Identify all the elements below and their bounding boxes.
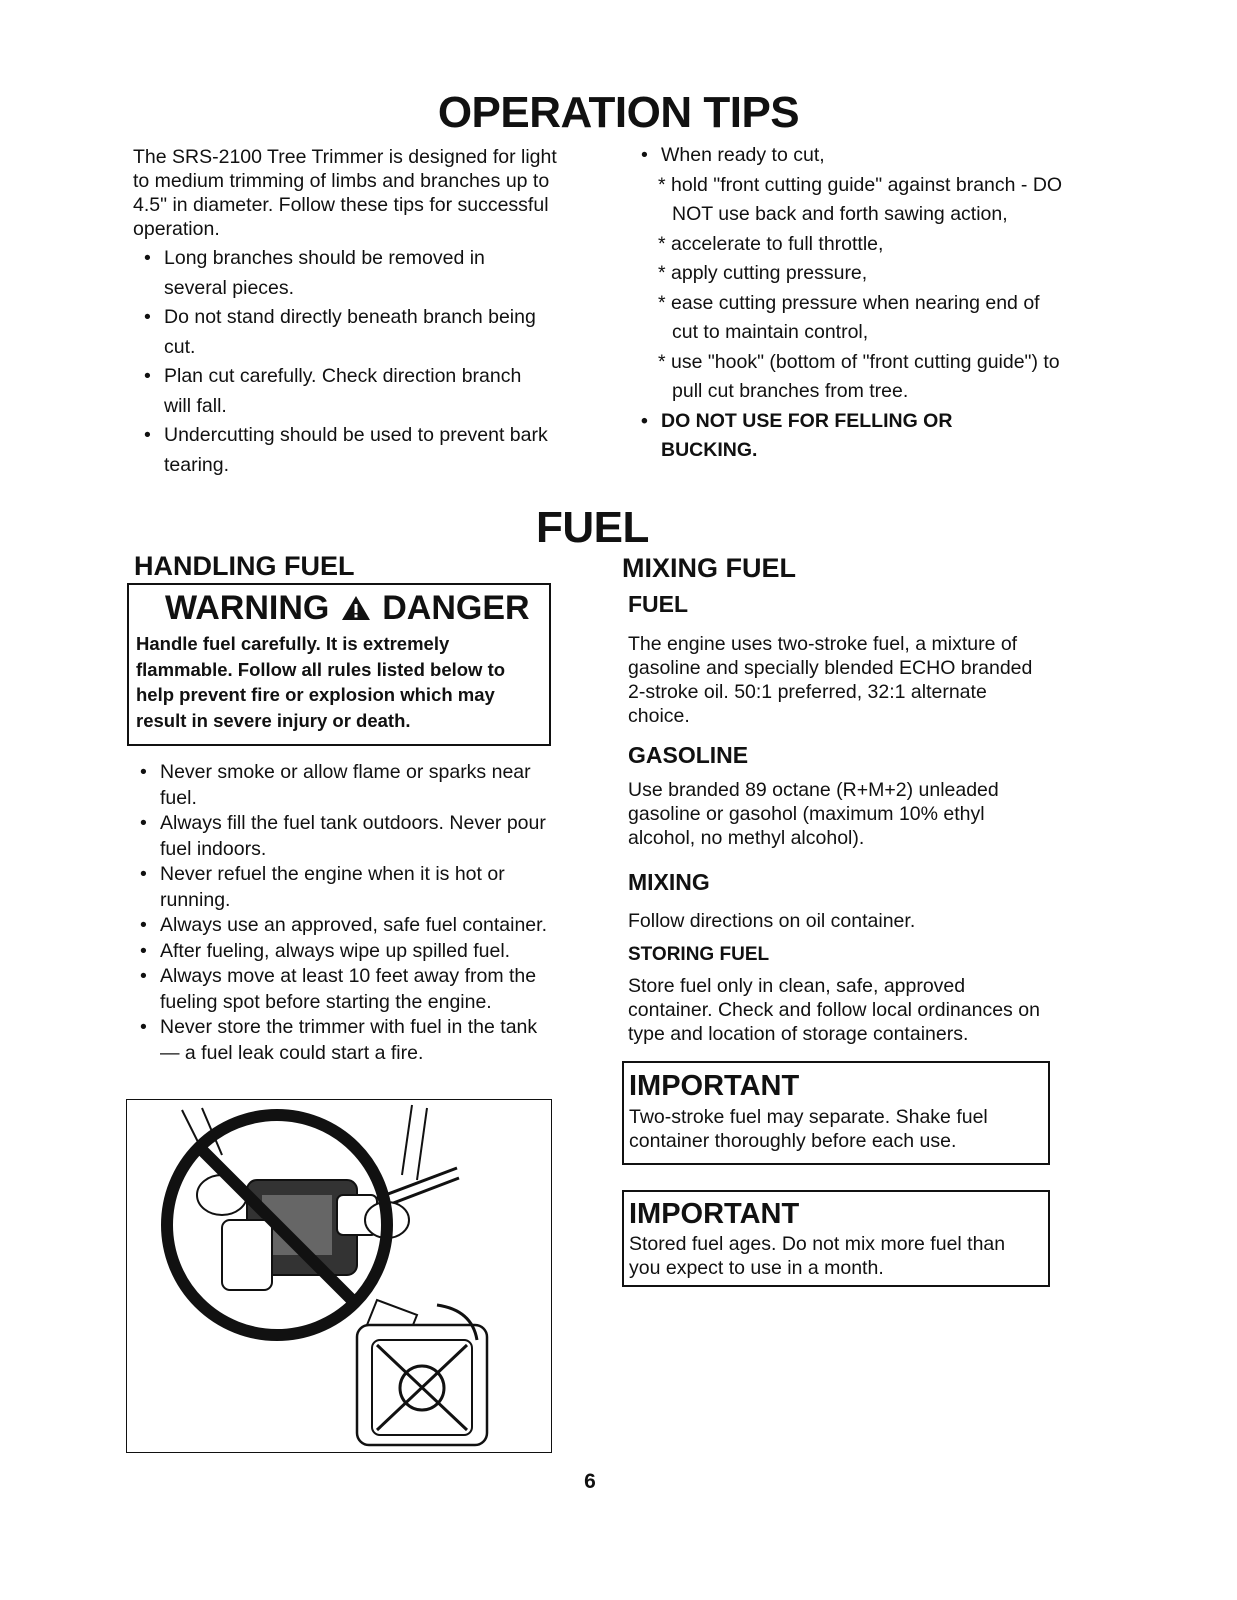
list-item: * accelerate to full throttle, [658,232,884,255]
list-item: • Always fill the fuel tank outdoors. Never pour fuel indoors. [127,811,552,862]
list-item: * use "hook" (bottom of "front cutting guide") to pull cut branches from tree. [658,350,1060,402]
fuel-text: The engine uses two-stroke fuel, a mixture of gasoline and specially blended ECHO branded 2-stroke oil. 50:1 preferred, 32:1 alternate choice. [628,633,1033,727]
list-item: • Do not stand directly beneath branch being cut. [131,303,551,362]
operation-tips-title: OPERATION TIPS [437,88,800,137]
ready-steps-list [628,171,1068,407]
list-item: * apply cutting pressure, [658,262,868,284]
list-item: • Long branches should be removed in several pieces. [131,244,551,303]
gasoline-text: Use branded 89 octane (R+M+2) unleaded gasoline or gasohol (maximum 10% ethyl alcohol, no methyl alcohol). [628,779,999,849]
mixing-text: Follow directions on oil container. [628,910,916,932]
operation-tips-list [131,244,551,480]
mixing-fuel-heading: MIXING FUEL [622,553,796,583]
storing-fuel-subheading: STORING FUEL [628,944,770,965]
mixing-subheading: MIXING [628,869,710,895]
list-item: • Undercutting should be used to prevent bark tearing. [131,421,551,480]
ready-list [628,141,1068,171]
refuel-illustration [126,1099,552,1453]
list-item: • Never smoke or allow flame or sparks near fuel. [127,760,552,811]
list-item: • After fueling, always wipe up spilled fuel. [127,939,552,965]
page-number: 6 [584,1470,596,1493]
handling-fuel-heading: HANDLING FUEL [134,551,355,581]
important-text: Stored fuel ages. Do not mix more fuel than you expect to use in a month. [629,1233,1006,1279]
warning-title [165,588,530,630]
list-item: • Always move at least 10 feet away from the fueling spot before starting the engine. [127,964,552,1015]
list-item: • Never refuel the engine when it is hot or running. [127,862,552,913]
warning-box [127,583,551,746]
important-box-2 [622,1190,1050,1287]
fuel-rules-list [127,760,552,1066]
warning-label: WARNING [165,589,330,627]
no-refueling-icon [127,1100,550,1451]
gasoline-subheading: GASOLINE [628,742,749,768]
list-item: * ease cutting pressure when nearing end of cut to maintain control, [658,291,1040,343]
felling-caution: • DO NOT USE FOR FELLING OR BUCKING. [628,407,991,466]
important-title: IMPORTANT [629,1070,800,1102]
list-item: • Always use an approved, safe fuel container. [127,913,552,939]
fuel-title: FUEL [536,503,649,552]
important-text: Two-stroke fuel may separate. Shake fuel container thoroughly before each use. [629,1106,988,1152]
fuel-subheading: FUEL [628,591,689,617]
danger-label: DANGER [382,589,530,627]
important-title: IMPORTANT [629,1198,800,1230]
ready-label: • When ready to cut, [628,141,1068,171]
operation-intro: The SRS-2100 Tree Trimmer is designed for light to medium trimming of limbs and branches up to 4.5" in diameter. Follow these tips for successful operation. [133,146,557,240]
list-item: • Never store the trimmer with fuel in the tank — a fuel leak could start a fire. [127,1015,552,1066]
storing-fuel-text: Store fuel only in clean, safe, approved container. Check and follow local ordinances on type and location of storage containers. [628,975,1040,1045]
list-item: * hold "front cutting guide" against branch - DO NOT use back and forth sawing action, [658,173,1063,225]
ready-to-cut-block [628,141,1068,466]
caution-list [628,407,1068,466]
important-box-1 [622,1061,1050,1165]
warning-text: Handle fuel carefully. It is extremely flammable. Follow all rules listed below to help prevent fire or explosion which may result in severe injury or death. [136,633,506,731]
list-item: • Plan cut carefully. Check direction branch will fall. [131,362,551,421]
warning-triangle-icon [341,590,371,630]
